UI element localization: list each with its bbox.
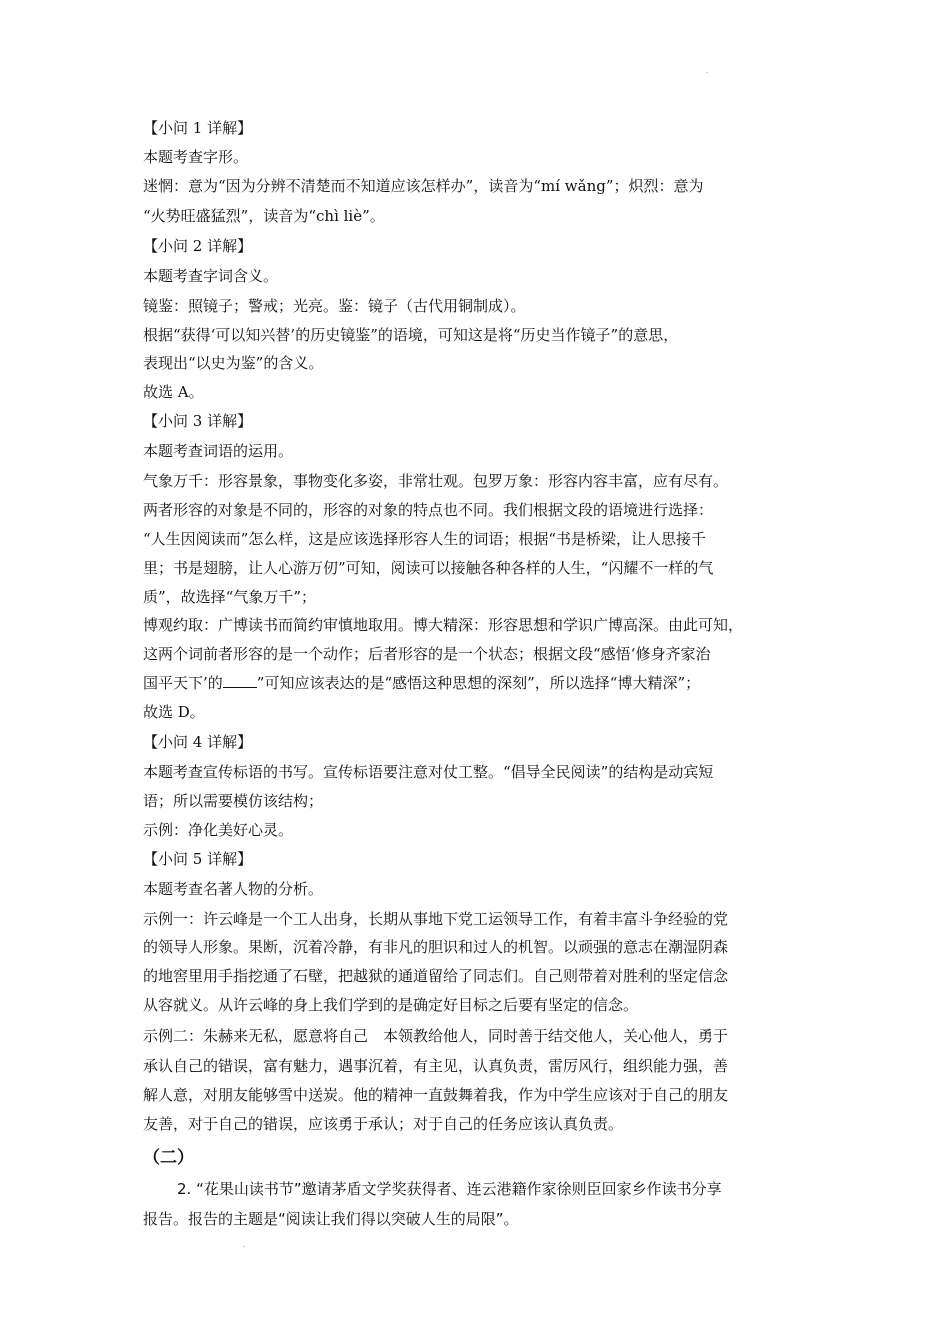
- corner-dot: .: [706, 66, 709, 75]
- text-segment: ”可知应该表达的是“感悟这种思想的深刻”，所以选择“博大精深”；: [256, 674, 701, 692]
- text-line: 质”，故选择“气象万千”；: [143, 588, 317, 606]
- text-line: 的领导人形象。果断，沉着冷静，有非凡的胆识和过人的机智。以顽强的意志在潮湿阴森: [143, 938, 729, 956]
- bottom-dot: .: [243, 1240, 246, 1249]
- answer-blank: [223, 673, 257, 688]
- text-line: 本题考查字词含义。: [143, 267, 279, 285]
- subq4-heading: 【小问 4 详解】: [143, 733, 253, 751]
- text-line: 迷惘：意为“因为分辨不清楚而不知道应该怎样办”，读音为“mí wǎng”；炽烈：意为: [143, 177, 704, 195]
- subq5-heading: 【小问 5 详解】: [143, 850, 253, 868]
- text-line-with-blank: [143, 673, 813, 693]
- subq1-heading: 【小问 1 详解】: [143, 119, 253, 137]
- text-line: 承认自己的错误，富有魅力，遇事沉着，有主见，认真负责，雷厉风行，组织能力强，善: [143, 1057, 729, 1075]
- text-line: 示例二：朱赫来无私，愿意将自己 本领教给他人，同时善于结交他人，关心他人，勇于: [143, 1027, 729, 1045]
- text-line: 两者形容的对象是不同的，形容的对象的特点也不同。我们根据文段的语境进行选择：: [143, 501, 714, 519]
- text-line: 本题考查宣传标语的书写。宣传标语要注意对仗工整。“倡导全民阅读”的结构是动宾短: [143, 763, 714, 781]
- text-line: 解人意，对朋友能够雪中送炭。他的精神一直鼓舞着我，作为中学生应该对于自己的朋友: [143, 1086, 729, 1104]
- text-line: 气象万千：形容景象，事物变化多姿，非常壮观。包罗万象：形容内容丰富，应有尽有。: [143, 472, 729, 490]
- text-line: 故选 D。: [143, 703, 205, 721]
- text-line: 示例一：许云峰是一个工人出身，长期从事地下党工运领导工作，有着丰富斗争经验的党: [143, 910, 729, 928]
- subq2-heading: 【小问 2 详解】: [143, 237, 253, 255]
- text-line: 镜鉴：照镜子；警戒；光亮。鉴：镜子（古代用铜制成）。: [143, 297, 526, 315]
- text-line: 表现出“以史为鉴”的含义。: [143, 354, 324, 372]
- text-line: 根据“获得‘可以知兴替’的历史镜鉴”的语境，可知这是将“历史当作镜子”的意思，: [143, 326, 679, 344]
- text-line: 的地窖里用手指挖通了石壁，把越狱的通道留给了同志们。自己则带着对胜利的坚定信念: [143, 967, 729, 985]
- subq3-heading: 【小问 3 详解】: [143, 412, 253, 430]
- text-line: 里；书是翅膀，让人心游万仞”可知，阅读可以接触各种各样的人生，“闪耀不一样的气: [143, 559, 714, 577]
- text-line: 本题考查词语的运用。: [143, 442, 294, 460]
- text-segment: 国平天下’的: [143, 674, 223, 692]
- question-2-line: 报告。报告的主题是“阅读让我们得以突破人生的局限”。: [143, 1210, 519, 1228]
- question-2-line: 2. “花果山读书节”邀请茅盾文学奖获得者、连云港籍作家徐则臣回家乡作读书分享: [177, 1180, 722, 1198]
- text-line: 语；所以需要模仿该结构；: [143, 792, 324, 810]
- text-line: 这两个词前者形容的是一个动作；后者形容的是一个状态；根据文段“感悟‘修身齐家治: [143, 645, 711, 663]
- text-line: 故选 A。: [143, 383, 204, 401]
- text-line: 友善，对于自己的错误，应该勇于承认；对于自己的任务应该认真负责。: [143, 1115, 624, 1133]
- text-line: 本题考查字形。: [143, 148, 249, 166]
- text-line: 博观约取：广博读书而简约审慎地取用。博大精深：形容思想和学识广博高深。由此可知，: [143, 616, 744, 634]
- text-line: 本题考查名著人物的分析。: [143, 880, 324, 898]
- text-line: 从容就义。从许云峰的身上我们学到的是确定好目标之后要有坚定的信念。: [143, 996, 639, 1014]
- text-line: 示例：净化美好心灵。: [143, 821, 294, 839]
- text-line: “人生因阅读而”怎么样，这是应该选择形容人生的词语；根据“书是桥梁，让人思接千: [143, 530, 707, 548]
- section-heading: （二）: [143, 1148, 194, 1168]
- text-line: “火势旺盛猛烈”，读音为“chì liè”。: [143, 207, 385, 225]
